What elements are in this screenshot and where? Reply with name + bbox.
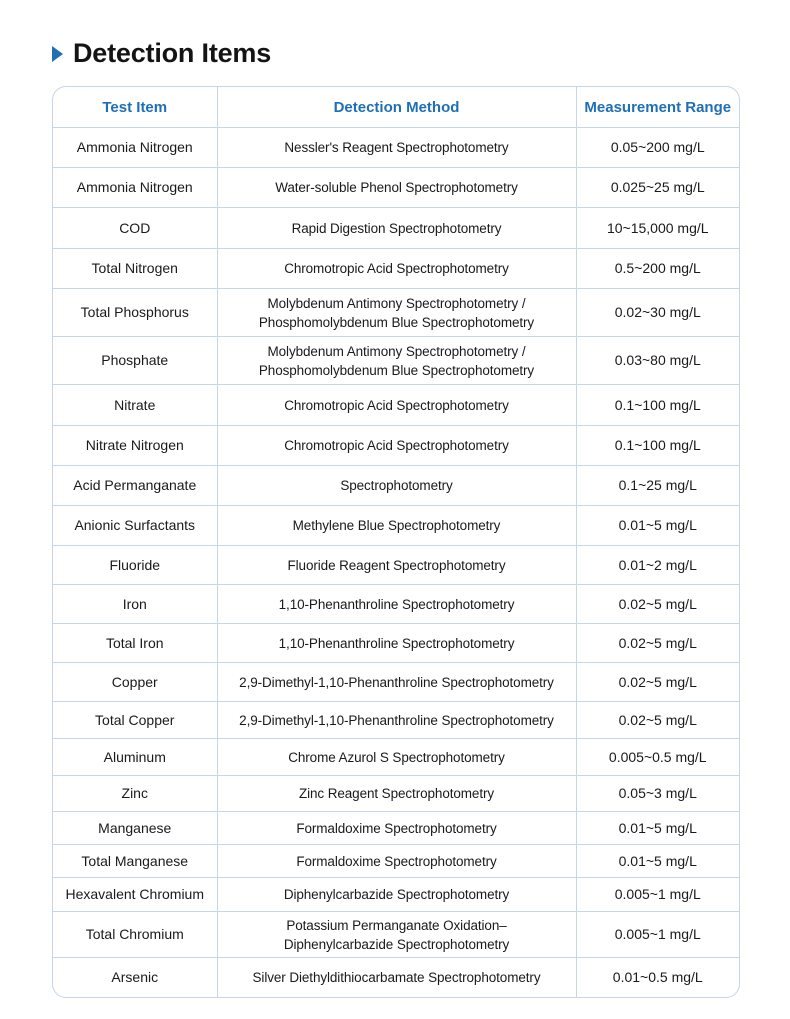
measurement-range-cell: 10~15,000 mg/L — [576, 208, 739, 249]
table-row — [53, 289, 739, 337]
detection-method-cell: Chrome Azurol S Spectrophotometry — [217, 739, 576, 776]
test-item-cell: Arsenic — [53, 958, 217, 997]
measurement-range-cell: 0.03~80 mg/L — [576, 337, 739, 385]
measurement-range-cell: 0.02~5 mg/L — [576, 624, 739, 663]
table-row — [53, 958, 739, 997]
measurement-range-cell: 0.01~5 mg/L — [576, 845, 739, 878]
table-row — [53, 845, 739, 878]
test-item-cell: Acid Permanganate — [53, 466, 217, 506]
measurement-range-cell: 0.01~2 mg/L — [576, 546, 739, 585]
measurement-range-cell: 0.05~200 mg/L — [576, 128, 739, 168]
test-item-cell: Manganese — [53, 812, 217, 845]
table-row — [53, 878, 739, 912]
measurement-range-cell: 0.01~5 mg/L — [576, 812, 739, 845]
test-item-cell: Ammonia Nitrogen — [53, 128, 217, 168]
detection-items-table — [52, 86, 740, 998]
test-item-cell: Total Nitrogen — [53, 249, 217, 289]
detection-method-cell: Chromotropic Acid Spectrophotometry — [217, 249, 576, 289]
measurement-range-cell: 0.01~0.5 mg/L — [612, 968, 703, 985]
page-title: Detection Items — [73, 38, 272, 68]
table-row — [53, 585, 739, 624]
test-item-cell: Copper — [53, 663, 217, 702]
detection-method-cell: Spectrophotometry — [217, 466, 576, 506]
test-item-cell: Nitrate Nitrogen — [53, 426, 217, 466]
measurement-range-cell: 0.1~100 mg/L — [576, 426, 739, 466]
table-row — [53, 385, 739, 426]
measurement-range-cell: 0.01~5 mg/L — [576, 506, 739, 546]
table-row — [53, 249, 739, 289]
measurement-range-cell: 0.02~30 mg/L — [576, 289, 739, 337]
test-item-cell: Total Manganese — [53, 845, 217, 878]
measurement-range-cell: 0.5~200 mg/L — [576, 249, 739, 289]
section-heading — [52, 38, 271, 69]
measurement-range-cell: 0.02~5 mg/L — [576, 585, 739, 624]
table-row — [53, 426, 739, 466]
test-item-cell: Total Chromium — [53, 912, 217, 958]
detection-method-cell: 2,9-Dimethyl-1,10-Phenanthroline Spectrophotometry — [217, 702, 576, 739]
detection-method-cell: Potassium Permanganate Oxidation– Diphenylcarbazide Spectrophotometry — [217, 912, 576, 958]
measurement-range-cell: 0.005~0.5 mg/L — [576, 739, 739, 776]
table-row — [53, 663, 739, 702]
detection-method-cell: Formaldoxime Spectrophotometry — [217, 812, 576, 845]
table-row — [53, 546, 739, 585]
detection-method-cell: Molybdenum Antimony Spectrophotometry / Phosphomolybdenum Blue Spectrophotometry — [217, 337, 576, 385]
test-item-cell: Hexavalent Chromium — [53, 878, 217, 912]
table-row — [53, 506, 739, 546]
detection-method-cell: Diphenylcarbazide Spectrophotometry — [217, 878, 576, 912]
test-item-cell: Fluoride — [53, 546, 217, 585]
measurement-range-cell: 0.02~5 mg/L — [576, 663, 739, 702]
detection-method-cell: 1,10-Phenanthroline Spectrophotometry — [217, 624, 576, 663]
table-header-row — [53, 87, 739, 128]
table-row — [53, 912, 739, 958]
measurement-range-cell: 0.05~3 mg/L — [576, 776, 739, 812]
test-item-cell: Total Iron — [53, 624, 217, 663]
test-item-cell: Phosphate — [53, 337, 217, 385]
measurement-range-cell: 0.005~1 mg/L — [576, 912, 739, 958]
test-item-cell: Nitrate — [53, 385, 217, 426]
detection-method-cell: Formaldoxime Spectrophotometry — [217, 845, 576, 878]
test-item-cell: Iron — [53, 585, 217, 624]
table-row — [53, 739, 739, 776]
detection-method-cell: Methylene Blue Spectrophotometry — [217, 506, 576, 546]
header-measurement-range: Measurement Range — [576, 87, 739, 128]
header-detection-method: Detection Method — [217, 87, 576, 128]
test-item-cell: COD — [53, 208, 217, 249]
detection-method-cell: Zinc Reagent Spectrophotometry — [217, 776, 576, 812]
test-item-cell: Anionic Surfactants — [53, 506, 217, 546]
detection-method-cell: Fluoride Reagent Spectrophotometry — [217, 546, 576, 585]
table-row — [53, 168, 739, 208]
detection-method-cell: Molybdenum Antimony Spectrophotometry / Phosphomolybdenum Blue Spectrophotometry — [217, 289, 576, 337]
detection-method-cell: 1,10-Phenanthroline Spectrophotometry — [217, 585, 576, 624]
test-item-cell: Total Phosphorus — [53, 289, 217, 337]
detection-method-cell: Nessler's Reagent Spectrophotometry — [217, 128, 576, 168]
detection-method-cell: Chromotropic Acid Spectrophotometry — [217, 385, 576, 426]
triangle-bullet-icon — [52, 46, 63, 62]
table-row — [53, 624, 739, 663]
detection-method-cell: Rapid Digestion Spectrophotometry — [217, 208, 576, 249]
detection-method-cell: 2,9-Dimethyl-1,10-Phenanthroline Spectrophotometry — [217, 663, 576, 702]
measurement-range-cell: 0.1~100 mg/L — [576, 385, 739, 426]
table-row — [53, 128, 739, 168]
detection-method-cell: Silver Diethyldithiocarbamate Spectrophotometry — [217, 958, 576, 997]
detection-method-cell: Water-soluble Phenol Spectrophotometry — [217, 168, 576, 208]
test-item-cell: Zinc — [53, 776, 217, 812]
measurement-range-cell: 0.02~5 mg/L — [576, 702, 739, 739]
table-row — [53, 208, 739, 249]
test-item-cell: Total Copper — [53, 702, 217, 739]
detection-method-cell: Chromotropic Acid Spectrophotometry — [217, 426, 576, 466]
table-row — [53, 702, 739, 739]
test-item-cell: Aluminum — [53, 739, 217, 776]
measurement-range-cell: 0.025~25 mg/L — [576, 168, 739, 208]
table-row — [53, 466, 739, 506]
measurement-range-cell: 0.1~25 mg/L — [576, 466, 739, 506]
measurement-range-cell: 0.005~1 mg/L — [576, 878, 739, 912]
header-test-item: Test Item — [53, 87, 217, 128]
table-row — [53, 337, 739, 385]
table-row — [53, 776, 739, 812]
table-row — [53, 812, 739, 845]
test-item-cell: Ammonia Nitrogen — [53, 168, 217, 208]
